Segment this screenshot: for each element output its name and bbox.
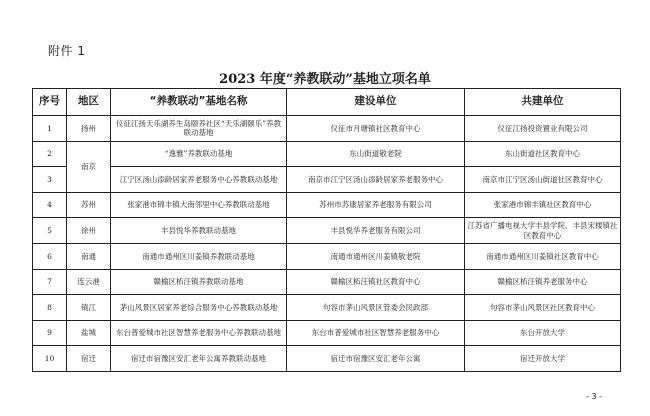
cell-partner: 南通市通州区川姜镇社区教育中心 [465, 243, 621, 269]
cell-partner: 句容市茅山风景区社区教育中心 [465, 295, 621, 321]
cell-partner: 赣榆区柘汪镇养老服务中心 [465, 269, 621, 295]
cell-builder: 丰县悦华养老服务有限公司 [287, 218, 465, 244]
cell-builder: 苏州市苏康居家养老服务有限公司 [287, 192, 465, 218]
cell-base-name: 仪征江扬天乐湖养生岛颐养社区“天乐湖颐乐”养教联动基地 [111, 116, 287, 142]
cell-builder: 南通市通州区川姜镇敬老院 [287, 243, 465, 269]
cell-no: 4 [33, 192, 67, 218]
cell-region: 盐城 [67, 320, 111, 346]
cell-region: 南京 [67, 141, 111, 192]
cell-region: 徐州 [67, 218, 111, 244]
header-partner: 共建单位 [465, 89, 621, 116]
table-row [33, 295, 621, 321]
cell-base-name: 南通市通州区川姜镇养教联动基地 [111, 243, 287, 269]
cell-region: 镇江 [67, 295, 111, 321]
cell-builder: 东山街道敬老院 [287, 141, 465, 167]
cell-partner: 宿迁开放大学 [465, 346, 621, 372]
table-row [33, 218, 621, 244]
cell-partner: 东台开放大学 [465, 320, 621, 346]
page-number: - 3 - [586, 392, 602, 401]
table-row [33, 320, 621, 346]
table-row [33, 243, 621, 269]
cell-partner: 仪征江扬投资置业有限公司 [465, 116, 621, 142]
header-region: 地区 [67, 89, 111, 116]
table-body [33, 116, 621, 372]
table-row [33, 141, 621, 167]
cell-base-name: 东台普爱城市社区智慧养老服务中心养教联动基地 [111, 320, 287, 346]
cell-no: 3 [33, 167, 67, 193]
cell-no: 5 [33, 218, 67, 244]
table-header-row [33, 89, 621, 116]
cell-base-name: 张家港市锦丰镇大南邻里中心养教联动基地 [111, 192, 287, 218]
cell-region: 苏州 [67, 192, 111, 218]
cell-no: 10 [33, 346, 67, 372]
document-title: 2023 年度“养教联动”基地立项名单 [219, 72, 431, 87]
cell-base-name: 丰县悦华养教联动基地 [111, 218, 287, 244]
table-row [33, 116, 621, 142]
header-base-name: “养教联动”基地名称 [111, 89, 287, 116]
cell-no: 8 [33, 295, 67, 321]
cell-partner: 张家港市锦丰镇社区教育中心 [465, 192, 621, 218]
table-row [33, 192, 621, 218]
header-builder: 建设单位 [287, 89, 465, 116]
cell-no: 7 [33, 269, 67, 295]
annex-label: 附件 1 [48, 44, 86, 58]
table-row [33, 167, 621, 193]
cell-base-name: 江宁区汤山添龄居家养老服务中心养教联动基地 [111, 167, 287, 193]
cell-base-name: 茅山风景区居家养老综合服务中心养教联动基地 [111, 295, 287, 321]
cell-no: 6 [33, 243, 67, 269]
table-row [33, 269, 621, 295]
cell-partner: 南京市江宁区汤山街道社区教育中心 [465, 167, 621, 193]
cell-region: 扬州 [67, 116, 111, 142]
cell-partner: 东山街道社区教育中心 [465, 141, 621, 167]
cell-no: 2 [33, 141, 67, 167]
cell-base-name: 赣榆区柘汪镇养教联动基地 [111, 269, 287, 295]
cell-no: 1 [33, 116, 67, 142]
cell-no: 9 [33, 320, 67, 346]
table-row [33, 346, 621, 372]
cell-builder: 句容市茅山风景区管委会民政部 [287, 295, 465, 321]
cell-region: 宿迁 [67, 346, 111, 372]
cell-builder: 东台市普爱城市社区智慧养老服务中心 [287, 320, 465, 346]
cell-region: 南通 [67, 243, 111, 269]
cell-partner: 江苏省广播电视大学丰县学院、丰县宋楼镇社区教育中心 [465, 218, 621, 244]
cell-builder: 赣榆区柘汪镇社区教育中心 [287, 269, 465, 295]
project-list-table [32, 88, 621, 372]
header-no: 序号 [33, 89, 67, 116]
cell-region: 连云港 [67, 269, 111, 295]
cell-builder: 宿迁市宿豫区安汇老年公寓 [287, 346, 465, 372]
cell-builder: 仪征市月塘镇社区教育中心 [287, 116, 465, 142]
cell-builder: 南京市江宁区汤山添龄居家养老服务中心 [287, 167, 465, 193]
cell-base-name: 宿迁市宿豫区安汇老年公寓养教联动基地 [111, 346, 287, 372]
cell-base-name: “逸雅”养教联动基地 [111, 141, 287, 167]
